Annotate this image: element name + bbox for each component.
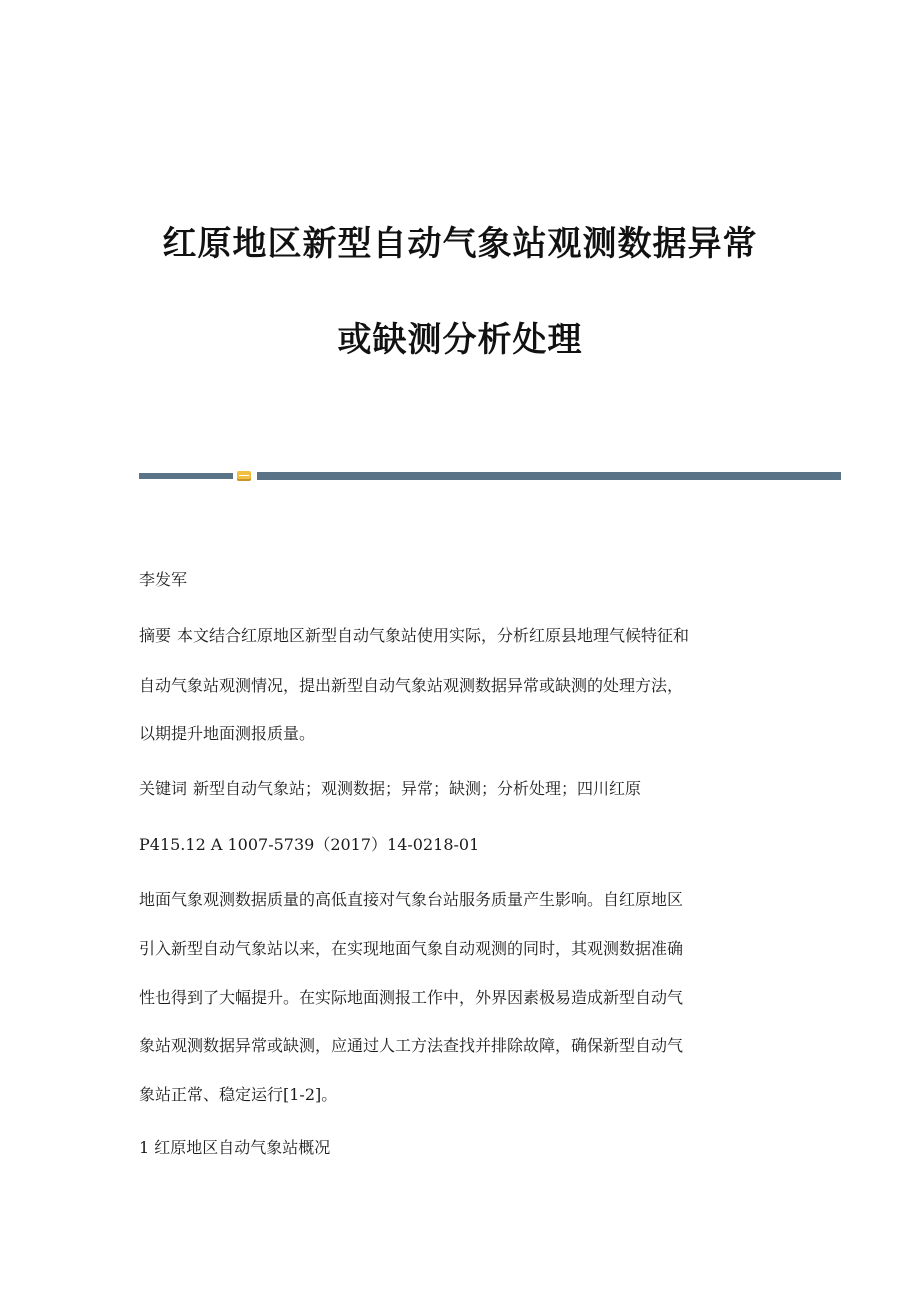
abstract-line-2: 自动气象站观测情况，提出新型自动气象站观测数据异常或缺测的处理方法， [139, 676, 684, 695]
abstract-text-1: 本文结合红原地区新型自动气象站使用实际，分析红原县地理气候特征和 [177, 626, 690, 645]
keywords-text: 新型自动气象站；观测数据；异常；缺测；分析处理；四川红原 [193, 779, 642, 798]
abstract-line-3: 以期提升地面测报质量。 [139, 724, 316, 743]
intro-line-1: 地面气象观测数据质量的高低直接对气象台站服务质量产生影响。自红原地区 [139, 890, 684, 909]
title-divider [139, 471, 841, 480]
intro-line-3: 性也得到了大幅提升。在实际地面测报工作中，外界因素极易造成新型自动气 [139, 988, 684, 1007]
keywords-line [139, 777, 784, 801]
keywords-label: 关键词 [139, 779, 188, 798]
classification-code: P415.12 A 1007-5739（2017）14-0218-01 [139, 835, 480, 854]
document-title-line-2: 或缺测分析处理 [337, 320, 583, 360]
divider-bar-right [257, 472, 841, 480]
author-name: 李发军 [139, 570, 188, 589]
intro-line-2: 引入新型自动气象站以来，在实现地面气象自动观测的同时，其观测数据准确 [139, 939, 684, 958]
document-title-line-1: 红原地区新型自动气象站观测数据异常 [162, 224, 758, 264]
divider-emblem-icon [237, 471, 251, 481]
divider-bar-left [139, 473, 233, 479]
intro-line-5: 象站正常、稳定运行[1-2]。 [139, 1085, 338, 1104]
section-heading: 1 红原地区自动气象站概况 [139, 1138, 331, 1157]
abstract-line-1 [139, 624, 784, 648]
abstract-label: 摘要 [139, 626, 172, 645]
intro-line-4: 象站观测数据异常或缺测，应通过人工方法查找并排除故障，确保新型自动气 [139, 1036, 684, 1055]
